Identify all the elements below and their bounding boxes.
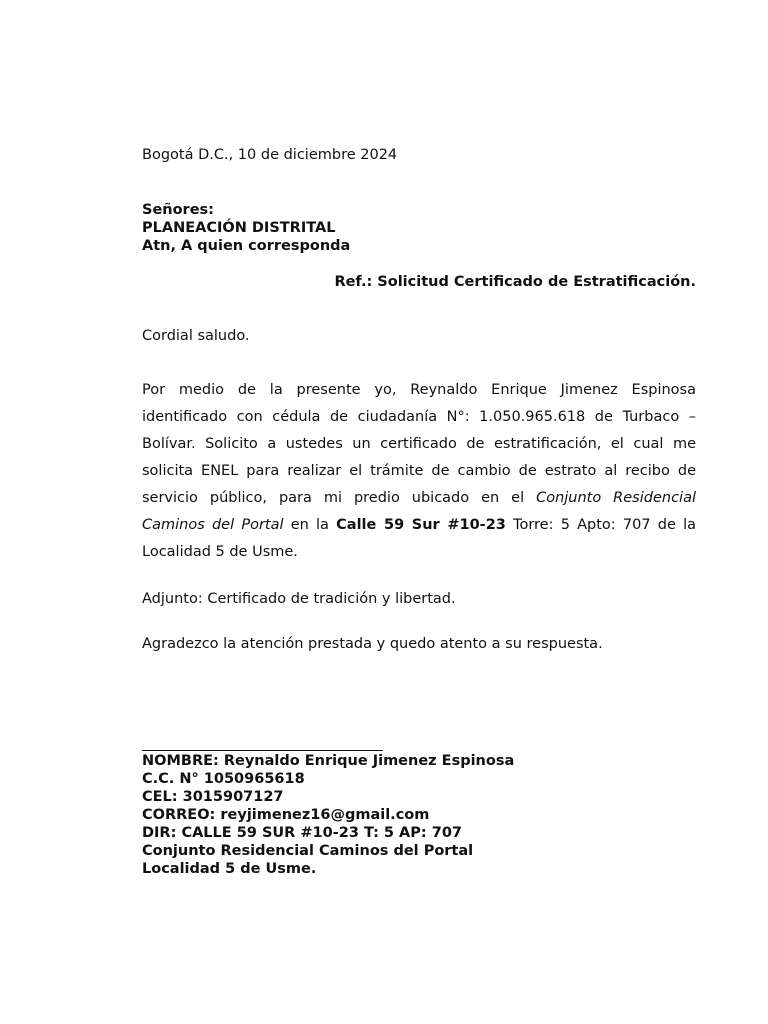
- residence-name: Conjunto Residencial Caminos del Portal: [142, 490, 696, 533]
- recipient-attention: Atn, A quien corresponda: [142, 238, 351, 254]
- signature-id: C.C. N° 1050965618: [142, 771, 305, 787]
- signature-email: CORREO: reyjimenez16@gmail.com: [142, 807, 430, 823]
- recipient-salutation: Señores:: [142, 202, 214, 218]
- body-text-part1: Por medio de la presente yo, Reynaldo Enrique Jimenez Espinosa identificado con cédula de ciudadanía N°: 1.050.965.618 de Turbaco – Bolívar. Solicito a ustedes un certificado de estratificación, el cual me solicita ENEL para realizar el trámite de cambio de estrato al recibo de servicio público, para mi predio ubicado en el: [142, 382, 696, 506]
- date-line: Bogotá D.C., 10 de diciembre 2024: [142, 147, 398, 163]
- closing-line: Agradezco la atención prestada y quedo atento a su respuesta.: [142, 636, 603, 652]
- signature-address: DIR: CALLE 59 SUR #10-23 T: 5 AP: 707: [142, 825, 463, 841]
- signature-line: [142, 750, 383, 751]
- body-text-part3: Torre: 5 Apto: 707 de la Localidad 5 de Usme.: [142, 517, 696, 560]
- attachment-line: Adjunto: Certificado de tradición y libertad.: [142, 591, 456, 607]
- signature-name: NOMBRE: Reynaldo Enrique Jimenez Espinosa: [142, 753, 515, 769]
- greeting: Cordial saludo.: [142, 328, 250, 344]
- signature-residence: Conjunto Residencial Caminos del Portal: [142, 843, 474, 859]
- body-text-part2: en la: [283, 517, 337, 533]
- reference-line: Ref.: Solicitud Certificado de Estratificación.: [334, 274, 696, 290]
- signature-locality: Localidad 5 de Usme.: [142, 861, 317, 877]
- signature-phone: CEL: 3015907127: [142, 789, 284, 805]
- letter-page: [142, 0, 696, 1024]
- recipient-organization: PLANEACIÓN DISTRITAL: [142, 220, 336, 236]
- signature-block: [142, 752, 514, 878]
- body-paragraph: [142, 377, 696, 566]
- street-address: Calle 59 Sur #10-23: [336, 517, 506, 533]
